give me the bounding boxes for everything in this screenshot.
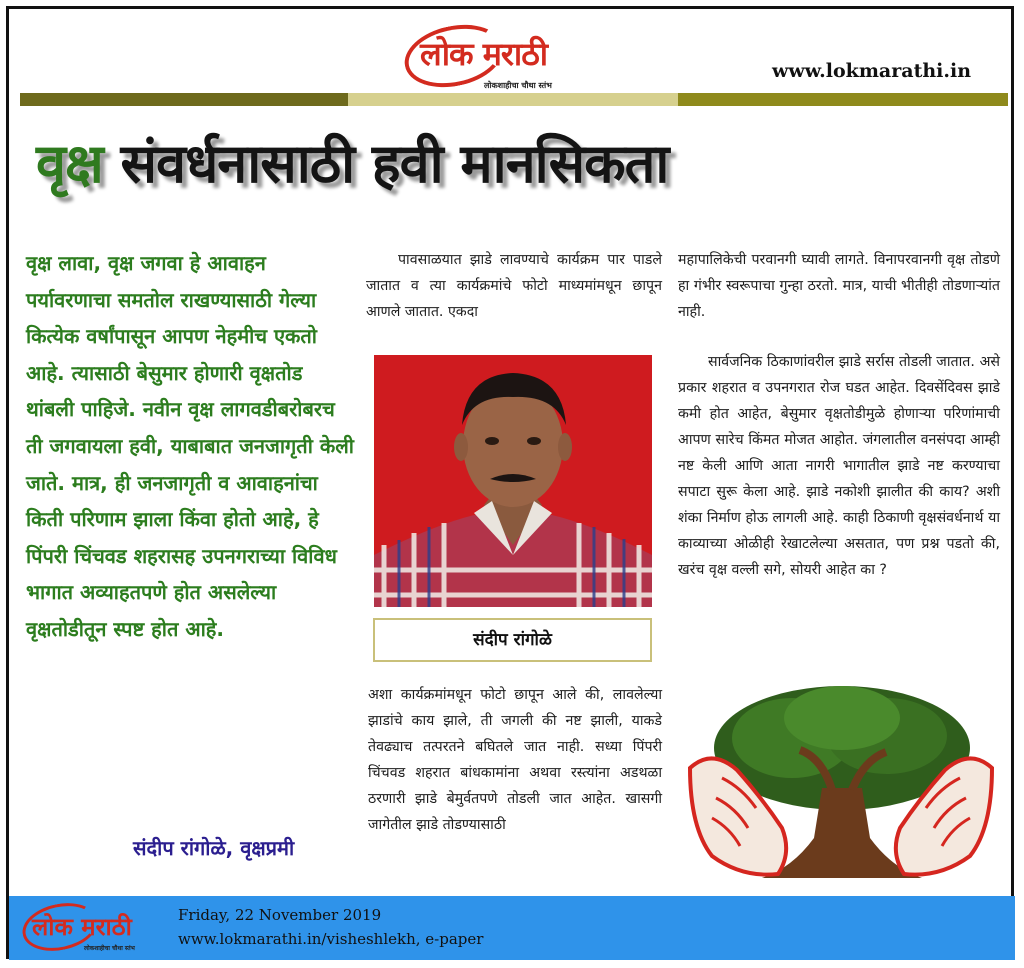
middle-paragraph-1: पावसाळयात झाडे लावण्याचे कार्यक्रम पार पाडले जातात व त्या कार्यक्रमांचे फोटो माध्यमांमधून छापून आणले जातात. एकदा	[366, 252, 662, 320]
logo-tagline: लोकशाहीचा चौथा स्तंभ	[484, 81, 552, 90]
masthead-logo	[404, 22, 594, 88]
divider-band-left	[20, 93, 348, 106]
author-byline: संदीप रांगोळे, वृक्षप्रमी	[133, 836, 295, 860]
right-paragraph-2: सार्वजनिक ठिकाणांवरील झाडे सर्रास तोडली जातात. असे प्रकार शहरात व उपनगरात रोज घडत आहेत. दिवसेंदिवस झाडे कमी होत आहेत, बेसुमार वृक्षतोडीमुळे होणाऱ्या परिणांमाची आपण सारेच किंमत मोजत आहोत. जंगलातील वनसंपदा आम्ही नष्ट केली आणि आता नागरी भागातील झाडे नष्ट करण्याचा सपाटा सुरू केला आहे. झाडे नकोशी झालीत की काय? अशी शंका निर्माण होऊ लागली आहे. काही ठिकाणी वृक्षसंवर्धनार्थ या काव्याच्या ओळीही रेखाटलेल्या असतात, पण प्रश्न पडतो की, खरंच वृक्ष वल्ली सगे, सोयरी आहेत का ?	[678, 354, 1000, 578]
tree-in-hands-illustration	[682, 678, 1000, 890]
epaper-url: www.lokmarathi.in/visheshlekh, e-paper	[178, 930, 484, 948]
logo-text: लोक मराठी	[420, 35, 548, 73]
lead-paragraph: वृक्ष लावा, वृक्ष जगवा हे आवाहन पर्यावरणाचा समतोल राखण्यासाठी गेल्या कित्येक वर्षांपासून आपण नेहमीच एकतो आहे. त्यासाठी बेसुमार होणारी वृक्षतोड थांबली पाहिजे. नवीन वृक्ष लागवडीबरोबरच ती जगवायला हवी, याबाबात जनजागृती केली जाते. मात्र, ही जनजागृती व आवाहनांचा किती परिणाम झाला किंवा होतो आहे, हे पिंपरी चिंचवड शहरासह उपनगराच्या विविध भागात अव्याहतपणे होत असलेल्या वृक्षतोडीतून स्पष्ट होत आहे.	[26, 251, 354, 641]
footer-logo-text: लोक मराठी	[32, 913, 132, 941]
footer-logo	[22, 900, 162, 956]
divider-band-right	[678, 93, 1008, 106]
footer-logo-tagline: लोकशाहीचा चौथा स्तंभ	[84, 945, 135, 952]
headline-first-word: वृक्ष	[36, 132, 103, 195]
tree-hands-icon	[682, 678, 1000, 890]
divider-band-middle	[348, 93, 678, 106]
author-portrait-illustration	[374, 355, 652, 607]
headline-rest: संवर्धनासाठी हवी मानसिकता	[102, 132, 669, 195]
website-address: www.lokmarathi.in	[772, 60, 972, 82]
right-paragraph-1: महापालिकेची परवानगी घ्यावी लागते. विनापरवानगी वृक्ष तोडणे हा गंभीर स्वरूपाचा गुन्हा ठरतो. मात्र, याची भीतीही तोडणाऱ्यांत नाही.	[678, 252, 1000, 320]
article-headline	[36, 124, 1006, 204]
photo-caption: संदीप रांगोळे	[373, 618, 652, 662]
author-photo	[374, 355, 652, 607]
middle-paragraph-2: अशा कार्यक्रमांमधून फोटो छापून आले की, लावलेल्या झाडांचे काय झाले, ती जगली की नष्ट झाली, याकडे तेवढ्याच तत्परतने बघितले जात नाही. सध्या पिंपरी चिंचवड शहरात बांधकामांना अथवा रस्त्यांना अडथळा ठरणारी झाडे बेमुर्वतपणे तोडली जात आहेत. खासगी जागेतील झाडे तोडण्यासाठी	[368, 687, 662, 833]
publication-date: Friday, 22 November 2019	[178, 906, 382, 924]
